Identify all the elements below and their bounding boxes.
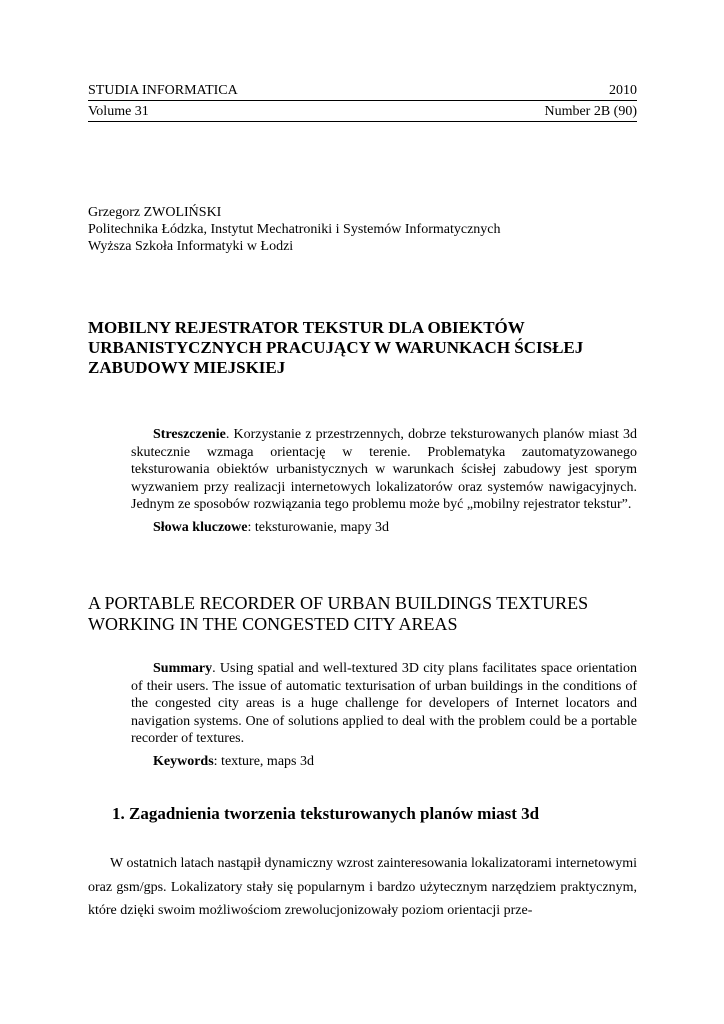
journal-number: Number 2B (90) bbox=[544, 104, 637, 119]
abstract-polish bbox=[131, 426, 637, 536]
title-polish-line-1: MOBILNY REJESTRATOR TEKSTUR DLA OBIEKTÓW bbox=[88, 318, 525, 337]
abstract-polish-text: . Korzystanie z przestrzennych, dobrze teksturowanych planów miast 3d skutecznie wzmaga orientację w terenie. Problematyka zautomatyzowanego teksturowania obiektów urbanistycznych w warunkach ścisłej zabudowy jest sporym wyzwaniem przy realizacji internetowych lokalizatorów oraz systemów nawigacyjnych. Jednym ze sposobów rozwiązania tego problemu może być „mobilny rejestrator tekstur”. bbox=[131, 427, 637, 512]
title-english-line-1: A PORTABLE RECORDER OF URBAN BUILDINGS TEXTURES bbox=[88, 593, 589, 613]
keywords-polish bbox=[131, 519, 637, 537]
keywords-english bbox=[131, 753, 637, 771]
header-rule-bottom bbox=[88, 121, 637, 122]
journal-volume: Volume 31 bbox=[88, 104, 149, 119]
journal-year: 2010 bbox=[609, 83, 637, 98]
section-heading: 1. Zagadnienia tworzenia teksturowanych planów miast 3d bbox=[112, 804, 540, 823]
title-polish bbox=[88, 318, 637, 378]
affiliation-2: Wyższa Szkoła Informatyki w Łodzi bbox=[88, 239, 294, 254]
abstract-english-paragraph bbox=[131, 660, 637, 748]
abstract-polish-label: Streszczenie bbox=[153, 427, 226, 442]
title-english-line-2: WORKING IN THE CONGESTED CITY AREAS bbox=[88, 614, 458, 634]
title-polish-line-2: URBANISTYCZNYCH PRACUJĄCY W WARUNKACH ŚCISŁEJ bbox=[88, 338, 584, 357]
header-rule bbox=[88, 100, 637, 101]
affiliation-1: Politechnika Łódzka, Instytut Mechatroniki i Systemów Informatycznych bbox=[88, 222, 501, 237]
keywords-polish-text: : teksturowanie, mapy 3d bbox=[247, 519, 390, 535]
abstract-english-label: Summary bbox=[153, 661, 213, 676]
body-text bbox=[88, 852, 637, 923]
keywords-english-label: Keywords bbox=[153, 753, 214, 769]
abstract-polish-paragraph bbox=[131, 426, 637, 514]
title-english bbox=[88, 593, 637, 635]
abstract-english-text: . Using spatial and well-textured 3D city plans facilitates space orientation of their users. The issue of automatic texturisation of urban buildings in the conditions of the congested city areas is a huge challenge for developers of Internet locators and navigation systems. One of solutions applied to deal with the problem could be a portable recorder of textures. bbox=[131, 661, 637, 746]
title-polish-line-3: ZABUDOWY MIEJSKIEJ bbox=[88, 358, 286, 377]
body-paragraph: W ostatnich latach nastąpił dynamiczny wzrost zainteresowania lokalizatorami internetowymi oraz gsm/gps. Lokalizatory stały się popularnym i bardzo użytecznym narzędziem praktycznym, które dzięki swoim możliwościom zrewolucjonizowały poziom orientacji prze- bbox=[88, 856, 637, 918]
author-name: Grzegorz ZWOLIŃSKI bbox=[88, 205, 222, 220]
abstract-english bbox=[131, 660, 637, 770]
keywords-polish-label: Słowa kluczowe bbox=[153, 519, 248, 535]
journal-name: STUDIA INFORMATICA bbox=[88, 83, 238, 98]
keywords-english-text: : texture, maps 3d bbox=[213, 753, 314, 769]
